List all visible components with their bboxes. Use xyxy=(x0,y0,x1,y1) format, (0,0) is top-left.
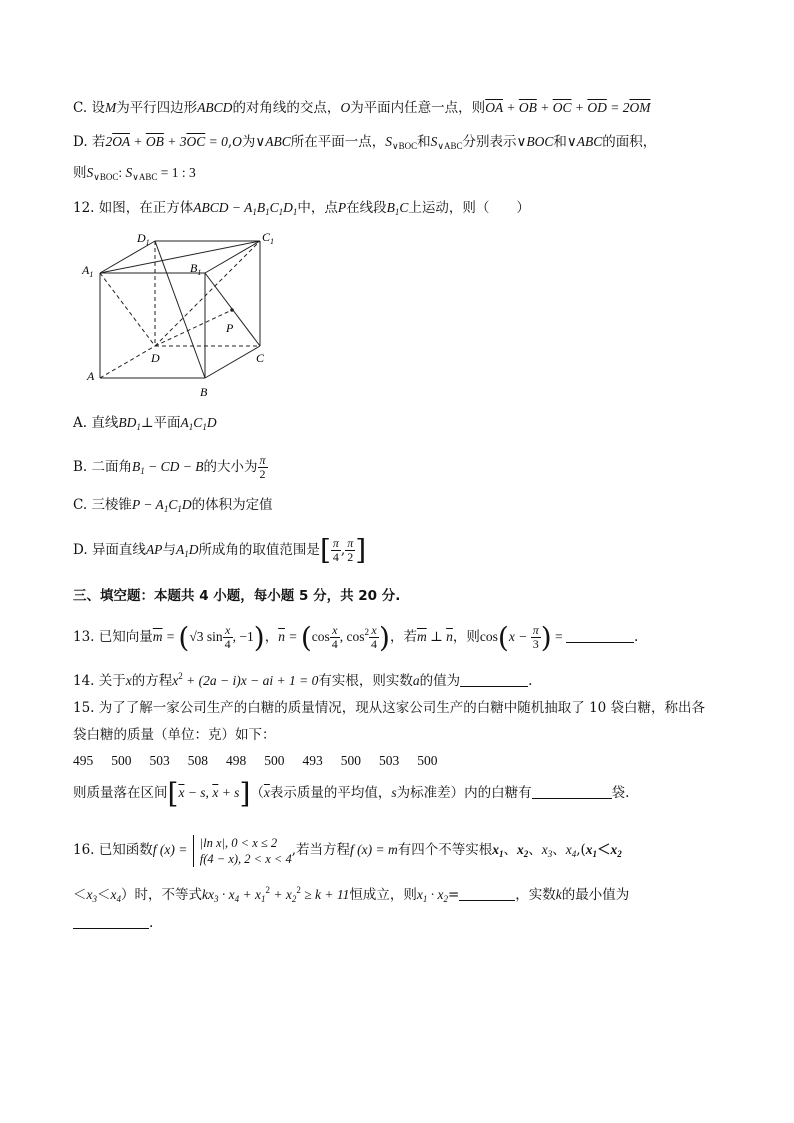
option-label: B. xyxy=(73,459,88,475)
question-text: 、 xyxy=(503,842,517,858)
value-item: 493 xyxy=(302,753,323,768)
value-item: 503 xyxy=(149,753,170,768)
question-text: 已知函数 xyxy=(98,842,153,858)
question-text: ）时，不等式 xyxy=(121,887,202,903)
question-number: 14. xyxy=(73,673,95,689)
math-abcd: ABCD xyxy=(197,100,233,115)
option-d-text: 分别表示 xyxy=(462,134,517,150)
option-d-text: 和 xyxy=(417,134,431,150)
question-text: 有实根，则实数 xyxy=(318,673,413,689)
option-d-label: D. xyxy=(73,134,88,150)
option-text: 三棱锥 xyxy=(91,497,132,513)
bracket-right: ] xyxy=(355,533,367,567)
option-text: ⊥平面 xyxy=(140,415,181,431)
question-15-line2: 袋白糖的质量（单位：克）如下： xyxy=(73,727,276,743)
question-text: ,若当方程 xyxy=(291,842,350,858)
option-12c xyxy=(73,495,273,519)
inequality-16: $kx_3 \cdot x_4 + x_1^2 + x_2^2 \ge k + 11$ xyxy=(202,885,350,904)
option-d-text: 的面积， xyxy=(602,134,657,150)
math-x1-x2: $x_1<x_2$ xyxy=(585,842,622,859)
point-p xyxy=(230,308,234,312)
fraction-pi-2: $\frac{\pi}{2}$ xyxy=(347,536,354,564)
math-perp: $\overline{m}$ ⊥ $\overline{n}$ xyxy=(416,629,453,644)
question-text: 在线段 xyxy=(346,200,387,216)
option-c-text: 为平行四边形 xyxy=(116,100,198,116)
segment-d1b xyxy=(155,241,205,378)
question-text: . xyxy=(634,629,639,645)
option-d-line xyxy=(73,132,656,156)
math-triangle-boc: ∨BOC xyxy=(516,134,554,149)
question-text: ＜ xyxy=(97,887,111,903)
question-16-line2 xyxy=(73,880,629,909)
math-x1: $x_1$ xyxy=(492,842,504,859)
label-b1: $B_1$ xyxy=(190,261,202,277)
edge-bc xyxy=(205,346,260,378)
question-text: 中，点 xyxy=(297,200,338,216)
question-text: . xyxy=(528,673,533,689)
option-text: 二面角 xyxy=(91,459,133,475)
question-text: 、 xyxy=(552,842,566,858)
question-text: 、 xyxy=(528,842,542,858)
question-text: 为标准差）内的白糖有 xyxy=(396,785,532,801)
option-text: 异面直线 xyxy=(91,542,146,558)
question-16-line1 xyxy=(73,830,622,874)
question-14 xyxy=(73,666,532,691)
option-c-text: 的对角线的交点， xyxy=(232,100,341,116)
math-x1x2: $x_1 \cdot x_2$ xyxy=(416,887,448,904)
value-item: 495 xyxy=(73,753,94,768)
question-text: 上运动，则（ ） xyxy=(408,200,530,216)
question-text: 则质量落在区间 xyxy=(73,785,168,801)
edge-ad-hidden xyxy=(100,346,155,378)
question-number: 12. xyxy=(73,200,95,216)
math-ratio: $S_{\vee BOC}$: $S_{\vee ABC} = 1$ : 3 xyxy=(86,165,196,182)
option-d-text: 若 xyxy=(91,134,106,150)
label-p: P xyxy=(226,321,234,335)
value-item: 498 xyxy=(226,753,247,768)
question-text: ,( xyxy=(576,842,586,858)
math-fx: f (x) = xyxy=(152,842,191,857)
question-15-values xyxy=(73,751,438,771)
question-text: 如图，在正方体 xyxy=(98,200,194,216)
question-text: ， xyxy=(264,629,279,645)
piecewise-function: |ln x|, 0 < x ≤ 2 f(4 − x), 2 < x < 4 xyxy=(193,835,292,867)
math-x2: $x_2$ xyxy=(516,842,529,859)
equation-14: $x^2 + (2a - i)x$ − ai + 1 = 0 xyxy=(172,671,319,688)
math-x3: $x_3$ xyxy=(86,887,97,904)
bracket-left: [ xyxy=(319,533,331,567)
option-d-line2 xyxy=(73,163,196,187)
vector-equation-d: $2\overline{OA} + \overline{OB} + 3\overline{OC} = 0$ xyxy=(105,134,228,149)
math-x: x xyxy=(125,673,132,688)
math-cube: ABCD − $A_1B_1C_1D_1$ xyxy=(193,200,298,217)
question-text: 表示质量的平均值， xyxy=(269,785,392,801)
option-c-label: C. xyxy=(73,100,88,116)
segment-dc1-hidden xyxy=(155,241,260,346)
question-text: . xyxy=(149,915,154,931)
math-a1d: $A_1D$ xyxy=(175,542,199,559)
question-number: 15. xyxy=(73,700,95,716)
segment-a1d-hidden xyxy=(100,273,155,346)
option-12a xyxy=(73,413,217,437)
fraction-pi-4: $\frac{\pi}{4}$ xyxy=(332,536,339,564)
option-d-text: 则 xyxy=(73,165,87,181)
answer-blank[interactable] xyxy=(73,914,149,929)
math-x4: $x_4$ xyxy=(565,842,577,859)
math-x4: $x_4$ xyxy=(110,887,121,904)
question-16-line3 xyxy=(73,913,153,933)
math-o: O xyxy=(232,134,242,149)
vector-n: $\overline{n} = (\cos$ $\frac{x}{4}$ , $\cos^2$ $\frac{x}{4}$ ) xyxy=(278,620,390,654)
question-15-line4 xyxy=(73,776,630,810)
question-text: 的方程 xyxy=(131,673,173,689)
math-triangle-abc: ∨ABC xyxy=(566,134,603,149)
answer-blank[interactable] xyxy=(460,672,528,687)
math-k: k xyxy=(555,887,562,902)
question-text: 关于 xyxy=(98,673,126,689)
math-pyramid: $P - A_1C_1D$ xyxy=(131,497,192,514)
section-3-title: 三、填空题：本题共 4 小题，每小题 5 分，共 20 分. xyxy=(73,588,401,604)
math-xbar: $\overline{x}$ xyxy=(263,785,270,800)
math-triangle-abc: ∨ABC xyxy=(255,134,291,149)
question-text: ，实数 xyxy=(515,887,556,903)
option-c-text: 设 xyxy=(91,100,105,116)
math-dihedral: $B_1$ − CD − B xyxy=(132,459,204,476)
question-number: 13. xyxy=(73,629,95,645)
question-number: 16. xyxy=(73,842,95,858)
option-label: C. xyxy=(73,497,88,513)
label-c: C xyxy=(256,351,265,365)
value-item: 500 xyxy=(417,753,438,768)
value-item: 503 xyxy=(379,753,400,768)
math-cos-expr: cos(x − $\frac{\pi}{3}$ ) = xyxy=(479,620,567,654)
math-s-boc: $S_{\vee BOC}$ xyxy=(385,134,418,151)
option-12d: D. 异面直线AP与$A_1D$所成角的取值范围是[ $\frac{\pi}{4}$ , $\frac{\pi}{2}$ ] xyxy=(73,533,367,567)
cube-figure xyxy=(80,228,280,406)
math-ap: AP xyxy=(145,542,163,557)
label-d: D xyxy=(151,351,160,365)
value-item: 500 xyxy=(111,753,132,768)
option-d-text: 所在平面一点， xyxy=(290,134,386,150)
math-a: a xyxy=(412,673,420,688)
option-d-text: , xyxy=(227,134,233,150)
math-a1c1d: $A_1C_1D$ xyxy=(180,415,217,432)
label-a: A xyxy=(87,369,95,383)
label-d1: $D_1$ xyxy=(137,231,150,247)
option-text: 直线 xyxy=(91,415,119,431)
question-text: 恒成立，则 xyxy=(349,887,417,903)
option-text: 的体积为定值 xyxy=(191,497,273,513)
value-item: 500 xyxy=(340,753,361,768)
option-text: 与 xyxy=(162,542,176,558)
edge-b1c1 xyxy=(205,241,260,273)
option-d-text: 和 xyxy=(553,134,567,150)
question-text: 已知向量 xyxy=(98,629,153,645)
option-d-text: 为 xyxy=(241,134,256,150)
question-text: ＜ xyxy=(73,887,87,903)
option-c-line xyxy=(73,98,650,118)
math-bd1: $BD_1$ xyxy=(118,415,141,432)
fraction-pi-2: $\frac{\pi}{2}$ xyxy=(259,453,266,481)
label-a1: $A_1$ xyxy=(82,263,94,279)
question-text: 袋. xyxy=(611,785,630,801)
segment-a1c1 xyxy=(100,241,260,273)
math-s: s xyxy=(391,785,397,800)
question-text: = xyxy=(447,887,460,903)
question-text: 的最小值为 xyxy=(561,887,630,903)
question-text: 的值为 xyxy=(419,673,461,689)
question-13 xyxy=(73,620,639,654)
answer-blank[interactable] xyxy=(459,886,515,901)
value-item: 500 xyxy=(264,753,285,768)
question-text: ，则 xyxy=(452,629,480,645)
option-text: 所成角的取值范围是 xyxy=(198,542,320,558)
vector-equation-c: $\overline{OA} + \overline{OB} + \overline{OC} + \overline{OD} = 2\overline{OM}$ xyxy=(485,100,651,115)
value-item: 508 xyxy=(187,753,208,768)
question-12-stem xyxy=(73,198,530,222)
math-x3: $x_3$ xyxy=(541,842,553,859)
option-c-text: 为平面内任意一点，则 xyxy=(350,100,486,116)
segment-dp-hidden xyxy=(155,310,232,346)
option-text: 的大小为 xyxy=(203,459,258,475)
question-text: 为了了解一家公司生产的白糖的质量情况，现从这家公司生产的白糖中随机抽取了 10 袋白糖，称出各 xyxy=(98,700,706,716)
math-o: O xyxy=(340,100,351,115)
math-m: M xyxy=(104,100,117,115)
option-label: D. xyxy=(73,542,88,558)
question-15-line1 xyxy=(73,698,705,718)
answer-blank[interactable] xyxy=(532,784,612,799)
math-b1c: $B_1C$ xyxy=(386,200,409,217)
math-s-abc: $S_{\vee ABC}$ xyxy=(430,134,463,151)
vector-m: $\overline{m} = (√3$ sin $\frac{x}{4}$ , −1) xyxy=(152,620,265,654)
question-text: ，若 xyxy=(389,629,417,645)
math-interval: [$\overline{x} - s$, $\overline{x} + s$] xyxy=(167,776,251,810)
label-c1: $C_1$ xyxy=(262,230,275,246)
math-fx-m: f (x) = m xyxy=(350,842,398,857)
question-text: （ xyxy=(250,785,264,801)
option-12b xyxy=(73,454,268,481)
label-b: B xyxy=(200,385,208,399)
answer-blank[interactable] xyxy=(566,628,634,643)
math-p: P xyxy=(337,200,347,215)
question-text: 有四个不等实根 xyxy=(397,842,493,858)
option-label: A. xyxy=(73,415,88,431)
